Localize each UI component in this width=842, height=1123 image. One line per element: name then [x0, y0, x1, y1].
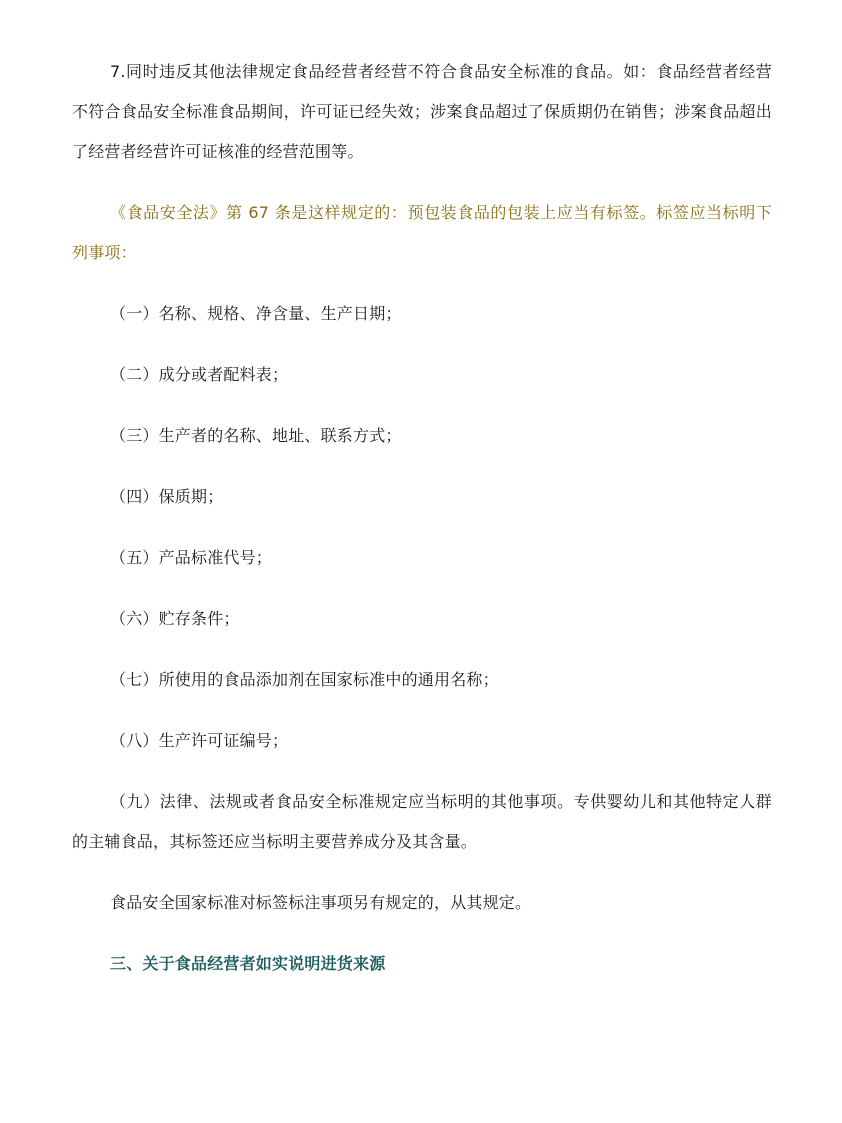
law-intro-paragraph: 《食品安全法》第 67 条是这样规定的：预包装食品的包装上应当有标签。标签应当标明下列事项：	[72, 203, 772, 262]
list-item: （六）贮存条件；	[110, 609, 240, 628]
list-item: （九）法律、法规或者食品安全标准规定应当标明的其他事项。专供婴幼儿和其他特定人群的主辅食品，其标签还应当标明主要营养成分及其含量。	[72, 792, 772, 851]
closing-paragraph: 食品安全国家标准对标签标注事项另有规定的，从其规定。	[110, 893, 532, 912]
list-item: （一）名称、规格、净含量、生产日期；	[110, 304, 402, 323]
list-item: （八）生产许可证编号；	[110, 731, 289, 750]
list-item: （七）所使用的食品添加剂在国家标准中的通用名称；	[110, 670, 499, 689]
list-item: （五）产品标准代号；	[110, 548, 273, 567]
list-item: （二）成分或者配料表；	[110, 365, 289, 384]
document-page	[72, 52, 772, 984]
section-heading: 三、关于食品经营者如实说明进货来源	[110, 954, 386, 973]
paragraph-item-7: 7.同时违反其他法律规定食品经营者经营不符合食品安全标准的食品。如：食品经营者经营不符合食品安全标准食品期间，许可证已经失效；涉案食品超过了保质期仍在销售；涉案食品超出了经营者经营许可证核准的经营范围等。	[72, 62, 772, 161]
list-item: （三）生产者的名称、地址、联系方式；	[110, 426, 402, 445]
list-item: （四）保质期；	[110, 487, 224, 506]
